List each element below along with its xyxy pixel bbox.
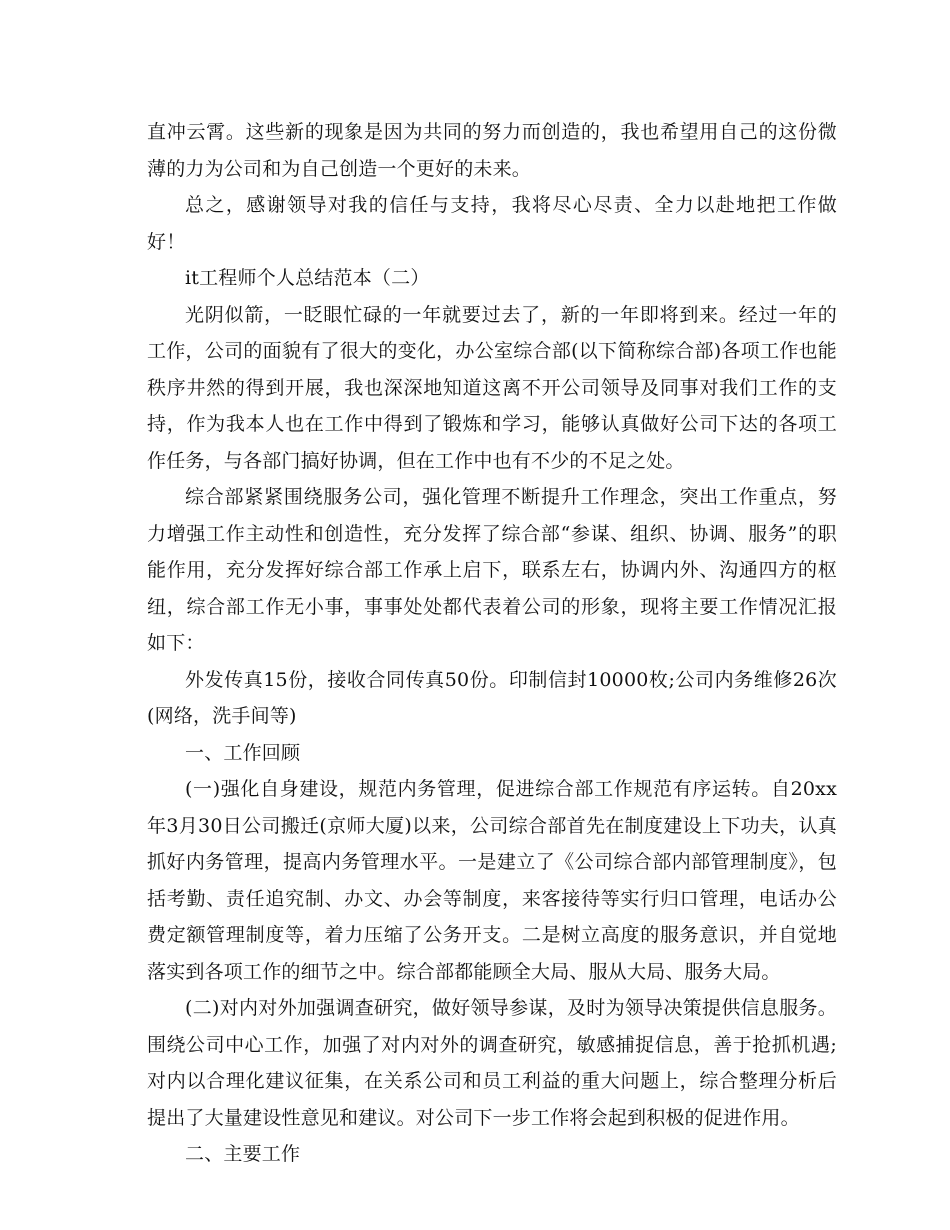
heading-work-review: 一、工作回顾 — [185, 741, 301, 764]
heading-main-work: 二、主要工作 — [185, 1143, 301, 1165]
paragraph-conclusion: 总之，感谢领导对我的信任与支持，我将尽心尽责、全力以赴地把工作做好！ — [147, 194, 837, 253]
section-title: it工程师个人总结范本（二） — [185, 267, 430, 289]
paragraph-overview: 综合部紧紧围绕服务公司，强化管理不断提升工作理念，突出工作重点，努力增强工作主动性和创造性，充分发挥了综合部“参谋、组织、协调、服务”的职能作用，充分发挥好综合部工作承上启下，联系左右，协调内外、沟通四方的枢纽，综合部工作无小事，事事处处都代表着公司的形象，现将主要工作情况汇报如下： — [147, 486, 837, 654]
paragraph-item-two: (二)对内对外加强调查研究，做好领导参谋，及时为领导决策提供信息服务。围绕公司中心工作，加强了对内对外的调查研究，敏感捕捉信息，善于抢抓机遇;对内以合理化建议征集，在关系公司和员工利益的重大问题上，综合整理分析后提出了大量建设性意见和建议。对公司下一步工作将会起到积极的促进作用。 — [147, 997, 837, 1129]
paragraph-statistics: 外发传真15份，接收合同传真50份。印制信封10000枚;公司内务维修26次(网络，洗手间等) — [147, 668, 837, 727]
paragraph-continuation: 直冲云霄。这些新的现象是因为共同的努力而创造的，我也希望用自己的这份微薄的力为公司和为自己创造一个更好的未来。 — [147, 121, 837, 180]
document-body — [147, 114, 837, 1173]
paragraph-intro: 光阴似箭，一眨眼忙碌的一年就要过去了，新的一年即将到来。经过一年的工作，公司的面貌有了很大的变化，办公室综合部(以下简称综合部)各项工作也能秩序井然的得到开展，我也深深地知道这离不开公司领导及同事对我们工作的支持，作为我本人也在工作中得到了锻炼和学习，能够认真做好公司下达的各项工作任务，与各部门搞好协调，但在工作中也有不少的不足之处。 — [147, 303, 837, 472]
paragraph-item-one: (一)强化自身建设，规范内务管理，促进综合部工作规范有序运转。自20xx年3月30日公司搬迁(京师大厦)以来，公司综合部首先在制度建设上下功夫，认真抓好内务管理，提高内务管理水平。一是建立了《公司综合部内部管理制度》，包括考勤、责任追究制、办文、办会等制度，来客接待等实行归口管理，电话办公费定额管理制度等，着力压缩了公务开支。二是树立高度的服务意识，并自觉地落实到各项工作的细节之中。综合部都能顾全大局、服从大局、服务大局。 — [147, 778, 837, 983]
